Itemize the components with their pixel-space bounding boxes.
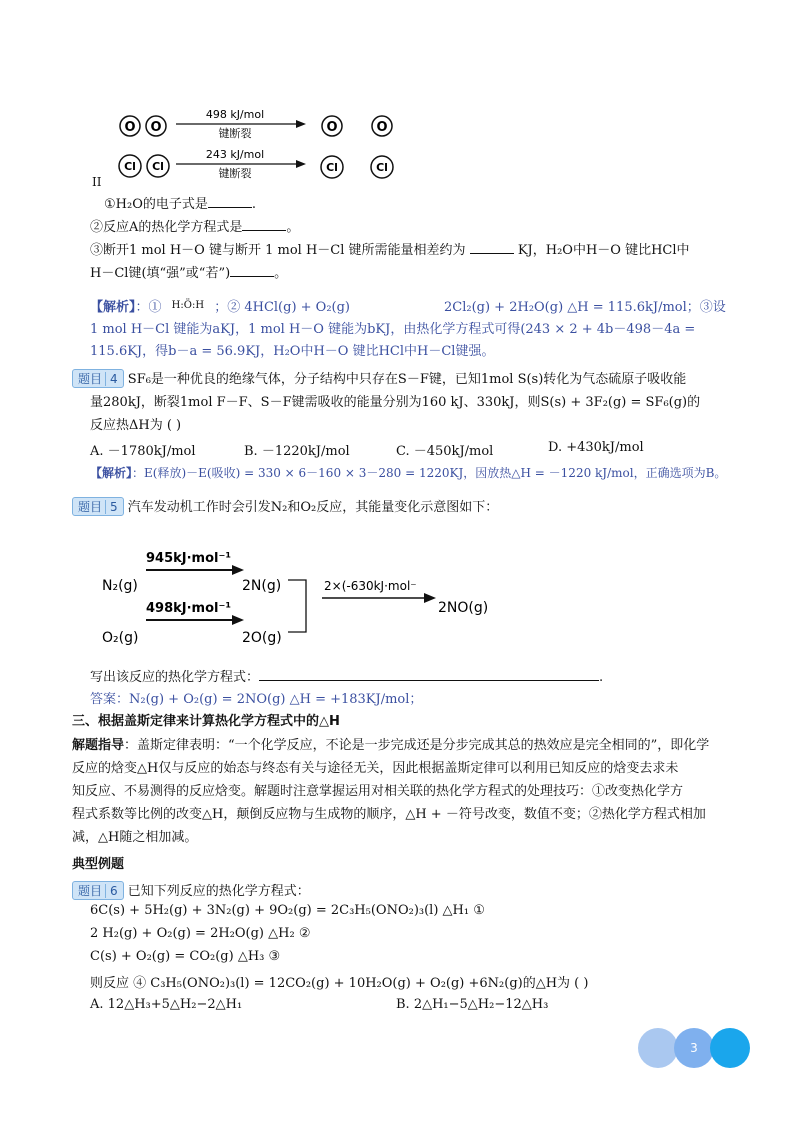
q4-text: SF₆是一种优良的绝缘气体，分子结构中只存在S－F键，已知1mol S(s)转化为气态硫原子吸收能 <box>127 372 687 387</box>
q4-option-b[interactable]: B. －1220kJ/mol <box>244 444 350 459</box>
cl-atom-label: Cl <box>124 160 136 173</box>
q5-answer: 答案：N₂(g) + O₂(g) = 2NO(g) △H = +183KJ/mol； <box>90 692 423 707</box>
o2-label: O₂(g) <box>102 630 139 646</box>
q6-text: 已知下列反应的热化学方程式： <box>127 884 310 899</box>
question-badge <box>72 497 124 516</box>
badge-label: 题目 <box>78 884 103 898</box>
answer-blank[interactable] <box>230 264 274 277</box>
2no-label: 2NO(g) <box>438 600 489 616</box>
badge-label: 题目 <box>78 372 103 386</box>
q5-ask <box>90 666 603 685</box>
q6-line1 <box>72 880 310 900</box>
q4-option-a[interactable]: A. －1780kJ/mol <box>90 444 196 459</box>
q3-item2 <box>90 216 299 235</box>
q3-item3-text: ③断开1 mol H－O 键与断开 1 mol H－Cl 键所需能量相差约为 <box>90 243 466 258</box>
bond-energy-diagram <box>110 100 410 190</box>
o-atom-label: O <box>376 120 388 135</box>
q6-option-b[interactable]: B. 2△H₁−5△H₂−12△H₃ <box>396 997 549 1012</box>
cl-atom-label: Cl <box>326 161 338 174</box>
answer-blank[interactable] <box>242 218 286 231</box>
q4-option-d[interactable]: D. +430kJ/mol <box>548 440 644 455</box>
q3-item1-text: ①H₂O的电子式是 <box>104 197 208 212</box>
badge-number: 4 <box>105 372 118 386</box>
solution-text: ；② 4HCl(g) + O₂(g) <box>214 300 351 315</box>
solution-label: 【解析】 <box>90 466 133 480</box>
q4-option-c[interactable]: C. －450kJ/mol <box>396 444 494 459</box>
bond-break-label: 键断裂 <box>218 167 252 180</box>
bond-break-label: 键断裂 <box>218 127 252 140</box>
q3-item3 <box>90 239 690 258</box>
q3-item3-text-c: H－Cl键(填“强”或“若”) <box>90 266 231 281</box>
page-number: 3 <box>690 1041 698 1055</box>
question-badge <box>72 369 124 388</box>
q5-text: 汽车发动机工作时会引发N₂和O₂反应，其能量变化示意图如下： <box>127 500 499 515</box>
q3-item1 <box>104 193 256 212</box>
bracket <box>288 580 306 632</box>
page-circle-mid <box>674 1028 714 1068</box>
q4-line2: 量280kJ，断裂1mol F－F、S－F键需吸收的能量分别为160 kJ、330kJ，则S(s) + 3F₂(g) = SF₆(g)的 <box>90 395 701 410</box>
examples-heading: 典型例题 <box>72 857 125 872</box>
energy-change-diagram <box>96 540 516 652</box>
o-atom-label: O <box>326 120 338 135</box>
cl-atom-label: Cl <box>152 160 164 173</box>
answer-blank[interactable] <box>470 241 514 254</box>
cl2-molecule <box>119 155 169 177</box>
guide-line4: 程式系数等比例的改变△H，颠倒反应物与生成物的顺序，△H + －符号改变，数值不变；②热化学方程式相加 <box>72 807 706 822</box>
q6-eq2: 2 H₂(g) + O₂(g) = 2H₂O(g) △H₂ ② <box>90 926 311 941</box>
q6-option-a[interactable]: A. 12△H₃+5△H₂−2△H₁ <box>90 997 243 1012</box>
roman-mark: II <box>92 175 102 189</box>
q5-ask-text: 写出该反应的热化学方程式： <box>90 670 260 685</box>
2n-label: 2N(g) <box>242 578 282 594</box>
formation-energy-label: 2×(-630kJ·mol⁻ <box>324 579 417 593</box>
cl-atom-label: Cl <box>376 161 388 174</box>
guide-text: ：盖斯定律表明：“一个化学反应，不论是一步完成还是分步完成其总的热效应是完全相同的”，即化学 <box>124 738 710 753</box>
badge-number: 6 <box>105 884 118 898</box>
section-title: 三、根据盖斯定律来计算热化学方程式中的△H <box>72 714 340 729</box>
q3-item3-end: 。 <box>274 266 288 281</box>
q5-ask-end: . <box>599 670 604 685</box>
q3-solution-line2: 1 mol H－Cl 键能为aKJ，1 mol H－O 键能为bKJ，由热化学方程式可得(243 × 2 + 4b－498－4a = <box>90 322 696 337</box>
q3-item1-end: . <box>251 197 257 212</box>
page-circle-right <box>710 1028 750 1068</box>
answer-blank[interactable] <box>259 668 599 681</box>
o2-energy-label: 498kJ·mol⁻¹ <box>146 601 232 616</box>
q3-item3-line2 <box>90 262 287 281</box>
guide-label: 解题指导 <box>72 738 125 753</box>
q3-solution-line1 <box>90 296 350 315</box>
page-circle-left <box>638 1028 678 1068</box>
n2-energy-label: 945kJ·mol⁻¹ <box>146 551 232 566</box>
badge-label: 题目 <box>78 500 103 514</box>
guide-line2: 反应的焓变△H仅与反应的始态与终态有关与途径无关，因此根据盖斯定律可以利用已知反应的焓变去求未 <box>72 761 679 776</box>
q5-line1 <box>72 496 498 516</box>
q3-item2-end: 。 <box>286 220 300 235</box>
q6-eq4: 则反应 ④ C₃H₅(ONO₂)₃(l) = 12CO₂(g) + 10H₂O(g) + O₂(g) +6N₂(g)的△H为 ( ) <box>90 976 589 991</box>
guide-line3: 知反应、不易测得的反应焓变。解题时注意掌握运用对相关联的热化学方程式的处理技巧：①改变热化学方 <box>72 784 684 799</box>
answer-blank[interactable] <box>208 195 252 208</box>
guide-line1 <box>72 734 709 753</box>
q6-eq1: 6C(s) + 5H₂(g) + 3N₂(g) + 9O₂(g) = 2C₃H₅(ONO₂)₃(l) △H₁ ① <box>90 903 485 918</box>
badge-number: 5 <box>105 500 118 514</box>
solution-text: ：① <box>135 300 162 315</box>
o-energy-label: 498 kJ/mol <box>205 108 265 121</box>
n2-label: N₂(g) <box>102 578 138 594</box>
q3-item3-text-b: KJ，H₂O中H－O 键比HCl中 <box>517 243 690 258</box>
cl-energy-label: 243 kJ/mol <box>205 148 265 161</box>
2o-label: 2O(g) <box>242 630 282 646</box>
o-atom-label: O <box>150 120 162 135</box>
q3-item2-text: ②反应A的热化学方程式是 <box>90 220 243 235</box>
solution-label: 【解析】 <box>90 300 136 315</box>
solution-text: ：E(释放)－E(吸收) = 330 × 6－160 × 3－280 = 1220KJ，因放热△H = －1220 kJ/mol，正确选项为B。 <box>132 466 727 480</box>
q3-solution-line3: 115.6KJ，得b－a = 56.9KJ，H₂O中H－O 键比HCl中H－Cl键强。 <box>90 344 495 359</box>
q3-solution-line1b: 2Cl₂(g) + 2H₂O(g) △H = 115.6kJ/mol；③设 <box>444 300 726 315</box>
lewis-structure: H:Ö:H <box>171 300 205 311</box>
q4-line3: 反应热ΔH为 ( ) <box>90 418 182 433</box>
guide-line5: 减，△H随之相加减。 <box>72 830 198 845</box>
q4-solution <box>90 464 726 481</box>
o-atom-label: O <box>124 120 136 135</box>
q4-line1 <box>72 368 686 388</box>
q6-eq3: C(s) + O₂(g) = CO₂(g) △H₃ ③ <box>90 949 281 964</box>
question-badge <box>72 881 124 900</box>
o2-molecule <box>120 116 166 136</box>
